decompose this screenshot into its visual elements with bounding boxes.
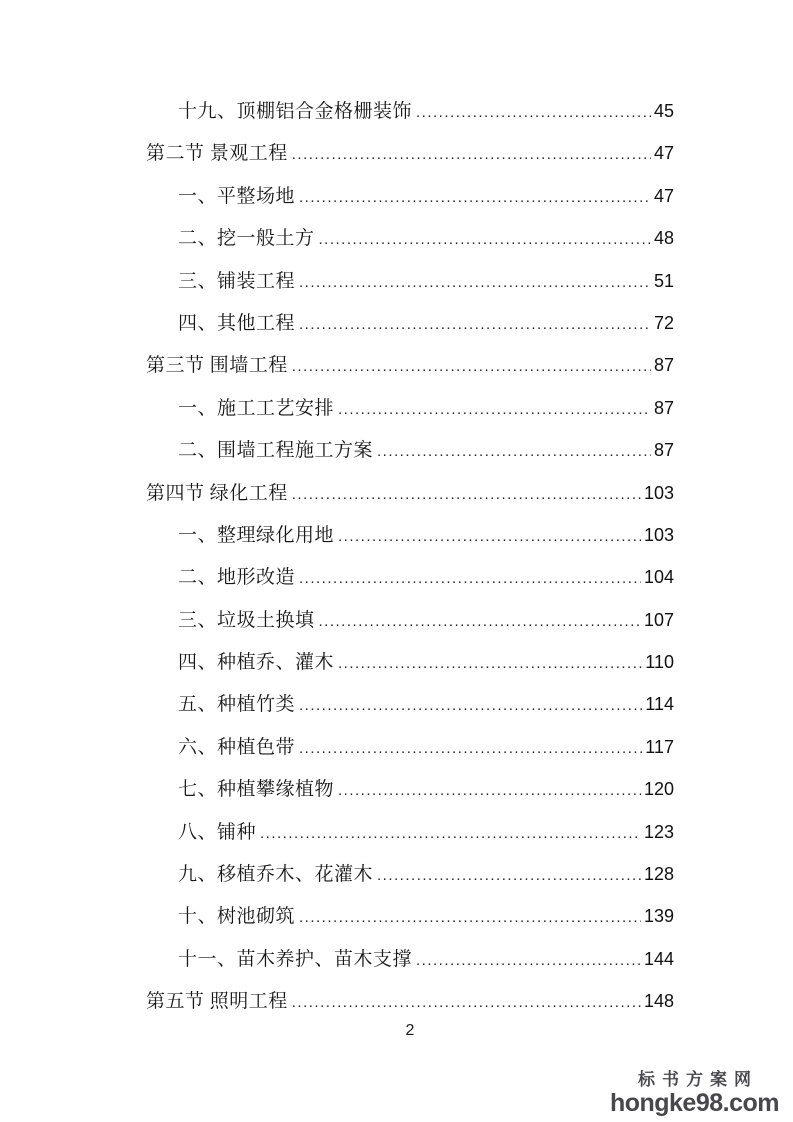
toc-entry-title: 五、种植竹类 (178, 694, 296, 716)
toc-entry-title: 二、围墙工程施工方案 (178, 440, 374, 462)
toc-entry[interactable] (146, 302, 674, 344)
toc-entry-title: 三、垃圾土换填 (178, 609, 315, 631)
toc-entry-page: 47 (653, 143, 674, 164)
dot-leader (299, 303, 651, 346)
toc-entry[interactable] (146, 853, 674, 895)
toc-entry[interactable] (146, 260, 674, 302)
toc-entry-title: 十一、苗木养护、苗木支撑 (178, 948, 413, 970)
toc-entry-page: 87 (653, 440, 674, 461)
toc-entry-page: 103 (643, 524, 674, 545)
table-of-contents (146, 90, 674, 1023)
toc-entry[interactable] (146, 938, 674, 980)
dot-leader (292, 981, 641, 1024)
toc-entry[interactable] (146, 895, 674, 937)
toc-entry-title: 七、种植攀缘植物 (178, 779, 335, 801)
toc-entry-page: 123 (643, 821, 674, 842)
toc-entry-page: 148 (643, 991, 674, 1012)
dot-leader (377, 854, 641, 897)
toc-entry-title: 四、其他工程 (178, 312, 296, 334)
toc-entry-title: 一、施工工艺安排 (178, 397, 335, 419)
toc-entry-title: 四、种植乔、灌木 (178, 652, 335, 674)
toc-entry-page: 48 (653, 228, 674, 249)
toc-entry-page: 144 (643, 948, 674, 969)
dot-leader (338, 515, 641, 558)
dot-leader (299, 684, 642, 727)
toc-entry-title: 九、移植乔木、花灌木 (178, 864, 374, 886)
dot-leader (319, 218, 651, 261)
toc-entry-title: 六、种植色带 (178, 736, 296, 758)
dot-leader (299, 261, 651, 304)
toc-entry-title: 二、挖一般土方 (178, 228, 315, 250)
toc-entry-title: 一、整理绿化用地 (178, 524, 335, 546)
toc-entry-page: 104 (643, 567, 674, 588)
dot-leader (416, 91, 651, 134)
toc-entry[interactable] (146, 217, 674, 259)
toc-entry[interactable] (146, 514, 674, 556)
toc-entry[interactable] (146, 683, 674, 725)
dot-leader (299, 896, 641, 939)
toc-entry-title: 三、铺装工程 (178, 270, 296, 292)
page-number: 2 (405, 1022, 415, 1039)
toc-entry[interactable] (146, 472, 674, 514)
toc-entry-page: 120 (643, 779, 674, 800)
site-watermark (610, 1070, 779, 1116)
toc-entry-page: 110 (645, 652, 674, 673)
toc-entry-page: 51 (653, 270, 674, 291)
toc-entry[interactable] (146, 387, 674, 429)
toc-entry-title: 八、铺种 (178, 821, 257, 843)
toc-entry[interactable] (146, 641, 674, 683)
toc-entry-page: 87 (653, 355, 674, 376)
toc-entry-page: 87 (653, 397, 674, 418)
toc-entry[interactable] (146, 768, 674, 810)
dot-leader (292, 473, 641, 516)
dot-leader (319, 600, 641, 643)
toc-entry-page: 45 (653, 101, 674, 121)
dot-leader (260, 812, 641, 855)
dot-leader (338, 769, 641, 812)
toc-entry-title: 一、平整场地 (178, 185, 296, 207)
toc-entry-page: 47 (653, 185, 674, 206)
dot-leader (416, 939, 641, 982)
toc-entry[interactable] (146, 599, 674, 641)
dot-leader (299, 176, 651, 219)
dot-leader (377, 430, 651, 473)
page-footer (146, 1022, 674, 1040)
toc-entry-title: 第三节 围墙工程 (146, 355, 288, 377)
toc-entry-page: 114 (645, 694, 674, 715)
toc-entry[interactable] (146, 726, 674, 768)
toc-entry-title: 第四节 绿化工程 (146, 482, 288, 504)
toc-entry[interactable] (146, 132, 674, 174)
dot-leader (338, 388, 651, 431)
toc-entry[interactable] (146, 429, 674, 471)
dot-leader (299, 557, 641, 600)
toc-entry[interactable] (146, 811, 674, 853)
toc-entry-page: 128 (643, 864, 674, 885)
toc-entry[interactable] (146, 90, 674, 132)
toc-entry-page: 103 (643, 482, 674, 503)
toc-entry[interactable] (146, 556, 674, 598)
toc-entry[interactable] (146, 175, 674, 217)
dot-leader (299, 727, 642, 770)
toc-entry-page: 139 (643, 906, 674, 927)
toc-entry-title: 第二节 景观工程 (146, 143, 288, 165)
toc-entry-title: 二、地形改造 (178, 567, 296, 589)
toc-entry-title: 十九、顶棚铝合金格栅装饰 (178, 101, 413, 122)
watermark-site-name: 标书方案网 (637, 1070, 758, 1089)
toc-entry[interactable] (146, 344, 674, 386)
dot-leader (292, 133, 651, 176)
toc-entry-page: 117 (645, 736, 674, 757)
toc-entry-page: 107 (643, 609, 674, 630)
toc-entry-title: 第五节 照明工程 (146, 991, 288, 1013)
toc-entry-page: 72 (653, 312, 674, 333)
toc-entry-title: 十、树池砌筑 (178, 906, 296, 928)
dot-leader (292, 345, 651, 388)
dot-leader (338, 642, 642, 685)
watermark-site-url: hongke98.com (609, 1089, 779, 1117)
toc-entry[interactable] (146, 980, 674, 1022)
